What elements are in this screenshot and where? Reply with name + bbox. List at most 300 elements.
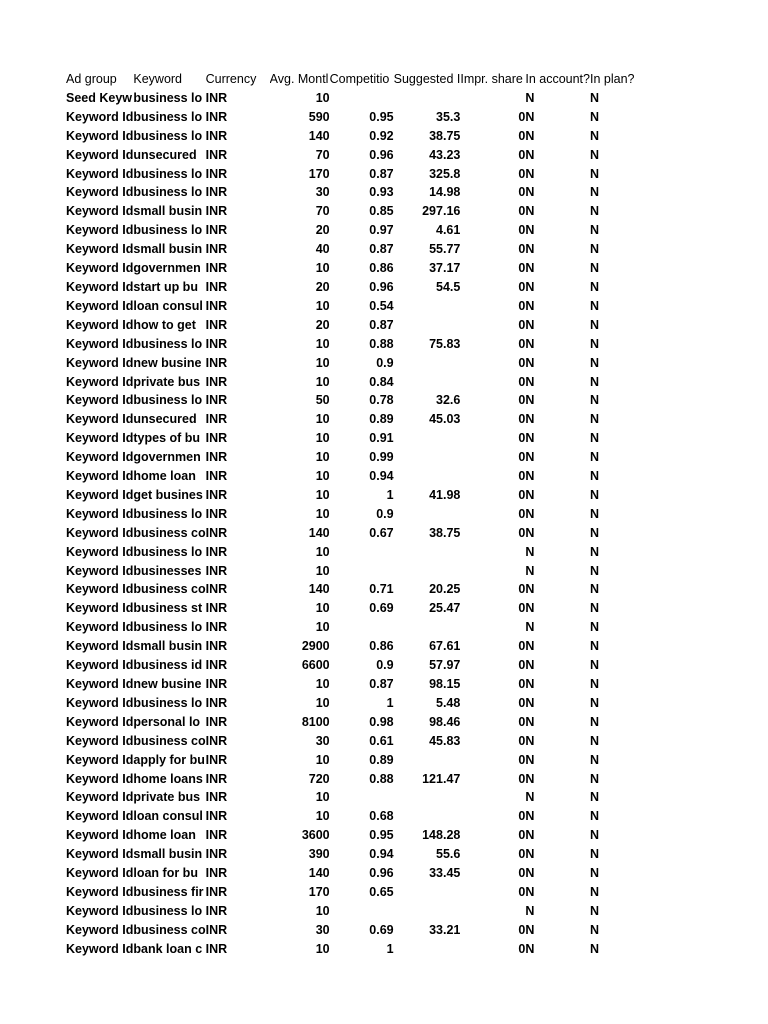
cell-ad-group[interactable]: Keyword Id xyxy=(66,261,134,276)
cell-competition[interactable] xyxy=(330,788,394,807)
cell-impr-share[interactable]: 0 xyxy=(518,695,526,710)
cell-in-account[interactable]: N xyxy=(525,185,535,200)
cell-in-account[interactable]: N xyxy=(525,790,535,805)
cell-currency[interactable]: INR xyxy=(205,790,228,805)
cell-currency[interactable]: INR xyxy=(205,658,228,673)
cell-suggested-bid[interactable]: 98.46 xyxy=(429,714,461,729)
cell-ad-group[interactable]: Keyword Id xyxy=(66,695,134,710)
cell-in-account[interactable]: N xyxy=(525,563,535,578)
cell-keyword[interactable]: governmen xyxy=(133,261,201,276)
cell-avg-monthly-searches[interactable]: 10 xyxy=(315,374,330,389)
cell-currency[interactable]: INR xyxy=(205,752,228,767)
cell-avg-monthly-searches[interactable]: 170 xyxy=(308,884,330,899)
cell-in-account[interactable]: N xyxy=(525,374,535,389)
cell-competition[interactable] xyxy=(330,902,394,921)
header-keyword[interactable]: Keyword xyxy=(133,72,183,86)
cell-competition[interactable]: 0.87 xyxy=(369,166,394,181)
cell-keyword[interactable]: types of bu xyxy=(133,431,201,446)
cell-avg-monthly-searches[interactable]: 10 xyxy=(315,695,330,710)
cell-in-plan[interactable]: N xyxy=(589,242,600,257)
cell-currency[interactable]: INR xyxy=(205,866,228,881)
cell-keyword[interactable]: business lo xyxy=(133,695,203,710)
cell-impr-share[interactable]: 0 xyxy=(518,204,526,219)
cell-in-plan[interactable]: N xyxy=(589,866,600,881)
cell-impr-share[interactable]: 0 xyxy=(518,506,526,521)
cell-keyword[interactable]: small busin xyxy=(133,242,203,257)
cell-ad-group[interactable]: Keyword Id xyxy=(66,185,134,200)
cell-competition[interactable]: 0.67 xyxy=(369,525,394,540)
cell-impr-share[interactable]: 0 xyxy=(518,261,526,276)
cell-currency[interactable]: INR xyxy=(205,298,228,313)
cell-competition[interactable]: 0.96 xyxy=(369,147,394,162)
cell-in-plan[interactable]: N xyxy=(589,128,600,143)
cell-suggested-bid[interactable]: 55.77 xyxy=(429,242,461,257)
cell-currency[interactable]: INR xyxy=(205,506,228,521)
cell-keyword[interactable]: small busin xyxy=(133,204,203,219)
cell-ad-group[interactable]: Keyword Id xyxy=(66,677,134,691)
cell-in-plan[interactable]: N xyxy=(589,487,600,502)
cell-ad-group[interactable]: Keyword Id xyxy=(66,147,134,162)
cell-avg-monthly-searches[interactable]: 10 xyxy=(315,620,330,635)
cell-in-plan[interactable]: N xyxy=(589,166,600,181)
cell-impr-share[interactable] xyxy=(460,902,525,921)
cell-ad-group[interactable]: Keyword Id xyxy=(66,469,134,484)
cell-avg-monthly-searches[interactable]: 170 xyxy=(308,166,330,181)
cell-suggested-bid[interactable]: 55.6 xyxy=(436,847,461,862)
cell-keyword[interactable]: apply for bu xyxy=(133,752,205,767)
cell-in-account[interactable]: N xyxy=(525,733,535,748)
cell-currency[interactable]: INR xyxy=(205,733,228,748)
cell-competition[interactable]: 0.95 xyxy=(369,828,394,843)
cell-ad-group[interactable]: Keyword Id xyxy=(66,242,134,257)
cell-currency[interactable]: INR xyxy=(205,677,228,691)
cell-impr-share[interactable]: 0 xyxy=(518,355,526,370)
cell-suggested-bid[interactable] xyxy=(394,807,461,826)
cell-ad-group[interactable]: Keyword Id xyxy=(66,223,134,238)
cell-avg-monthly-searches[interactable]: 10 xyxy=(315,677,330,691)
cell-ad-group[interactable]: Keyword Id xyxy=(66,298,134,313)
cell-suggested-bid[interactable]: 14.98 xyxy=(429,185,461,200)
cell-ad-group[interactable]: Keyword Id xyxy=(66,903,134,918)
cell-in-account[interactable]: N xyxy=(525,261,535,276)
cell-suggested-bid[interactable] xyxy=(394,467,461,486)
cell-keyword[interactable]: business co xyxy=(133,582,206,597)
cell-keyword[interactable]: private bus xyxy=(133,374,201,389)
cell-in-account[interactable]: N xyxy=(525,128,535,143)
cell-suggested-bid[interactable]: 45.83 xyxy=(429,733,461,748)
cell-ad-group[interactable]: Keyword Id xyxy=(66,374,134,389)
cell-in-account[interactable]: N xyxy=(525,922,535,937)
cell-ad-group[interactable]: Keyword Id xyxy=(66,544,134,559)
cell-suggested-bid[interactable]: 45.03 xyxy=(429,412,461,427)
cell-keyword[interactable]: loan for bu xyxy=(133,866,198,881)
cell-in-plan[interactable]: N xyxy=(589,279,600,294)
cell-competition[interactable]: 0.88 xyxy=(369,336,394,351)
cell-in-plan[interactable]: N xyxy=(589,450,600,465)
cell-ad-group[interactable]: Keyword Id xyxy=(66,733,134,748)
cell-competition[interactable]: 0.69 xyxy=(369,601,394,616)
cell-in-plan[interactable]: N xyxy=(589,431,600,446)
cell-in-account[interactable]: N xyxy=(525,903,535,918)
cell-avg-monthly-searches[interactable]: 20 xyxy=(315,279,330,294)
cell-in-plan[interactable]: N xyxy=(589,469,600,484)
cell-suggested-bid[interactable]: 121.47 xyxy=(422,771,461,786)
cell-suggested-bid[interactable]: 33.21 xyxy=(429,922,461,937)
cell-impr-share[interactable]: 0 xyxy=(518,714,526,729)
cell-competition[interactable]: 0.93 xyxy=(369,185,394,200)
cell-keyword[interactable]: business co xyxy=(133,525,206,540)
cell-impr-share[interactable]: 0 xyxy=(518,450,526,465)
cell-in-account[interactable]: N xyxy=(525,166,535,181)
cell-in-plan[interactable]: N xyxy=(589,563,600,578)
cell-competition[interactable]: 0.9 xyxy=(376,658,394,673)
cell-in-account[interactable]: N xyxy=(525,204,535,219)
cell-ad-group[interactable]: Seed Keyw xyxy=(66,90,133,105)
cell-keyword[interactable]: business co xyxy=(133,922,206,937)
cell-competition[interactable]: 0.71 xyxy=(369,582,394,597)
cell-in-account[interactable]: N xyxy=(525,828,535,843)
cell-suggested-bid[interactable]: 38.75 xyxy=(429,128,461,143)
cell-competition[interactable]: 0.86 xyxy=(369,261,394,276)
cell-avg-monthly-searches[interactable]: 10 xyxy=(315,809,330,824)
cell-impr-share[interactable]: 0 xyxy=(518,431,526,446)
cell-in-account[interactable]: N xyxy=(525,223,535,238)
header-avg-monthly-searches[interactable]: Avg. Montl xyxy=(269,72,329,86)
cell-currency[interactable]: INR xyxy=(205,393,228,408)
cell-avg-monthly-searches[interactable]: 140 xyxy=(308,866,330,881)
cell-keyword[interactable]: business lo xyxy=(133,109,203,124)
cell-currency[interactable]: INR xyxy=(205,147,228,162)
cell-in-plan[interactable]: N xyxy=(589,771,600,786)
cell-in-account[interactable]: N xyxy=(525,317,535,332)
cell-keyword[interactable]: business st xyxy=(133,601,203,616)
cell-currency[interactable]: INR xyxy=(205,828,228,843)
cell-suggested-bid[interactable] xyxy=(394,354,461,373)
cell-suggested-bid[interactable]: 38.75 xyxy=(429,525,461,540)
cell-in-plan[interactable]: N xyxy=(589,828,600,843)
cell-ad-group[interactable]: Keyword Id xyxy=(66,525,134,540)
cell-in-plan[interactable]: N xyxy=(589,903,600,918)
cell-in-plan[interactable]: N xyxy=(589,620,600,635)
cell-in-account[interactable]: N xyxy=(525,298,535,313)
cell-ad-group[interactable]: Keyword Id xyxy=(66,752,134,767)
cell-impr-share[interactable]: 0 xyxy=(518,166,526,181)
cell-avg-monthly-searches[interactable]: 140 xyxy=(308,582,330,597)
cell-in-plan[interactable]: N xyxy=(589,223,600,238)
cell-in-account[interactable]: N xyxy=(525,714,535,729)
cell-keyword[interactable]: business lo xyxy=(133,336,203,351)
cell-keyword[interactable]: private bus xyxy=(133,790,201,805)
cell-suggested-bid[interactable]: 5.48 xyxy=(436,695,461,710)
cell-competition[interactable]: 0.91 xyxy=(369,431,394,446)
cell-keyword[interactable]: home loans xyxy=(133,771,203,786)
cell-keyword[interactable]: business lo xyxy=(133,903,203,918)
cell-competition[interactable]: 0.69 xyxy=(369,922,394,937)
cell-in-plan[interactable]: N xyxy=(589,298,600,313)
cell-in-plan[interactable]: N xyxy=(589,374,600,389)
cell-ad-group[interactable]: Keyword Id xyxy=(66,487,134,502)
cell-avg-monthly-searches[interactable]: 10 xyxy=(315,298,330,313)
cell-currency[interactable]: INR xyxy=(205,469,228,484)
cell-ad-group[interactable]: Keyword Id xyxy=(66,109,134,124)
cell-suggested-bid[interactable]: 148.28 xyxy=(422,828,461,843)
cell-impr-share[interactable]: 0 xyxy=(518,336,526,351)
cell-in-account[interactable]: N xyxy=(525,658,535,673)
header-ad-group[interactable]: Ad group xyxy=(66,72,117,86)
cell-impr-share[interactable]: 0 xyxy=(518,639,526,654)
cell-currency[interactable]: INR xyxy=(205,941,228,956)
cell-impr-share[interactable]: 0 xyxy=(518,147,526,162)
header-in-account[interactable]: In account? xyxy=(525,72,590,86)
cell-in-plan[interactable]: N xyxy=(589,601,600,616)
cell-avg-monthly-searches[interactable]: 10 xyxy=(315,336,330,351)
cell-avg-monthly-searches[interactable]: 10 xyxy=(315,544,330,559)
cell-impr-share[interactable] xyxy=(460,543,525,562)
cell-avg-monthly-searches[interactable]: 10 xyxy=(315,90,330,105)
cell-keyword[interactable]: governmen xyxy=(133,450,201,465)
cell-avg-monthly-searches[interactable]: 10 xyxy=(315,487,330,502)
cell-ad-group[interactable]: Keyword Id xyxy=(66,620,134,635)
cell-in-account[interactable]: N xyxy=(525,582,535,597)
cell-in-plan[interactable]: N xyxy=(589,714,600,729)
cell-avg-monthly-searches[interactable]: 590 xyxy=(308,109,330,124)
cell-in-account[interactable]: N xyxy=(525,412,535,427)
cell-in-account[interactable]: N xyxy=(525,355,535,370)
cell-keyword[interactable]: business lo xyxy=(133,506,203,521)
cell-suggested-bid[interactable]: 32.6 xyxy=(436,393,461,408)
cell-suggested-bid[interactable]: 98.15 xyxy=(429,677,461,691)
cell-keyword[interactable]: business fir xyxy=(133,884,204,899)
cell-currency[interactable]: INR xyxy=(205,714,228,729)
cell-suggested-bid[interactable]: 25.47 xyxy=(429,601,461,616)
cell-currency[interactable]: INR xyxy=(205,487,228,502)
cell-suggested-bid[interactable] xyxy=(394,562,461,581)
cell-competition[interactable]: 0.61 xyxy=(369,733,394,748)
cell-keyword[interactable]: business co xyxy=(133,733,206,748)
cell-suggested-bid[interactable]: 57.97 xyxy=(429,658,461,673)
cell-in-plan[interactable]: N xyxy=(589,884,600,899)
cell-currency[interactable]: INR xyxy=(205,90,228,105)
cell-ad-group[interactable]: Keyword Id xyxy=(66,166,134,181)
cell-in-account[interactable]: N xyxy=(525,90,535,105)
cell-impr-share[interactable]: 0 xyxy=(518,525,526,540)
cell-suggested-bid[interactable] xyxy=(394,373,461,392)
cell-suggested-bid[interactable] xyxy=(394,883,461,902)
cell-ad-group[interactable]: Keyword Id xyxy=(66,355,134,370)
cell-avg-monthly-searches[interactable]: 20 xyxy=(315,317,330,332)
cell-keyword[interactable]: loan consul xyxy=(133,809,203,824)
cell-impr-share[interactable]: 0 xyxy=(518,752,526,767)
cell-competition[interactable]: 0.89 xyxy=(369,752,394,767)
cell-in-account[interactable]: N xyxy=(525,771,535,786)
cell-impr-share[interactable] xyxy=(460,562,525,581)
cell-in-account[interactable]: N xyxy=(525,639,535,654)
cell-in-plan[interactable]: N xyxy=(589,733,600,748)
cell-avg-monthly-searches[interactable]: 390 xyxy=(308,847,330,862)
cell-keyword[interactable]: new busine xyxy=(133,355,202,370)
cell-competition[interactable]: 0.92 xyxy=(369,128,394,143)
cell-currency[interactable]: INR xyxy=(205,128,228,143)
cell-in-plan[interactable]: N xyxy=(589,809,600,824)
cell-keyword[interactable]: small busin xyxy=(133,639,203,654)
cell-impr-share[interactable]: 0 xyxy=(518,469,526,484)
cell-in-plan[interactable]: N xyxy=(589,412,600,427)
cell-avg-monthly-searches[interactable]: 30 xyxy=(315,733,330,748)
cell-currency[interactable]: INR xyxy=(205,261,228,276)
cell-in-plan[interactable]: N xyxy=(589,506,600,521)
cell-suggested-bid[interactable] xyxy=(394,902,461,921)
cell-in-account[interactable]: N xyxy=(525,242,535,257)
cell-in-plan[interactable]: N xyxy=(589,204,600,219)
cell-currency[interactable]: INR xyxy=(205,242,228,257)
cell-in-account[interactable]: N xyxy=(525,866,535,881)
cell-avg-monthly-searches[interactable]: 30 xyxy=(315,185,330,200)
cell-in-account[interactable]: N xyxy=(525,809,535,824)
cell-impr-share[interactable]: 0 xyxy=(518,601,526,616)
cell-ad-group[interactable]: Keyword Id xyxy=(66,563,134,578)
cell-ad-group[interactable]: Keyword Id xyxy=(66,393,134,408)
cell-currency[interactable]: INR xyxy=(205,204,228,219)
cell-currency[interactable]: INR xyxy=(205,166,228,181)
cell-competition[interactable] xyxy=(330,562,394,581)
cell-ad-group[interactable]: Keyword Id xyxy=(66,658,134,673)
cell-in-account[interactable]: N xyxy=(525,487,535,502)
cell-impr-share[interactable]: 0 xyxy=(518,922,526,937)
cell-avg-monthly-searches[interactable]: 720 xyxy=(308,771,330,786)
cell-in-plan[interactable]: N xyxy=(589,317,600,332)
cell-keyword[interactable]: new busine xyxy=(133,677,202,691)
cell-suggested-bid[interactable] xyxy=(394,505,461,524)
cell-ad-group[interactable]: Keyword Id xyxy=(66,601,134,616)
cell-impr-share[interactable]: 0 xyxy=(518,866,526,881)
cell-in-plan[interactable]: N xyxy=(589,336,600,351)
cell-impr-share[interactable]: 0 xyxy=(518,393,526,408)
cell-impr-share[interactable]: 0 xyxy=(518,582,526,597)
cell-ad-group[interactable]: Keyword Id xyxy=(66,582,134,597)
cell-competition[interactable]: 0.97 xyxy=(369,223,394,238)
cell-ad-group[interactable]: Keyword Id xyxy=(66,204,134,219)
cell-impr-share[interactable]: 0 xyxy=(518,279,526,294)
cell-in-account[interactable]: N xyxy=(525,431,535,446)
cell-currency[interactable]: INR xyxy=(205,884,228,899)
cell-competition[interactable]: 0.87 xyxy=(369,317,394,332)
cell-avg-monthly-searches[interactable]: 2900 xyxy=(301,639,330,654)
cell-avg-monthly-searches[interactable]: 70 xyxy=(315,147,330,162)
cell-suggested-bid[interactable]: 75.83 xyxy=(429,336,461,351)
cell-competition[interactable]: 0.96 xyxy=(369,279,394,294)
cell-competition[interactable]: 0.65 xyxy=(369,884,394,899)
cell-suggested-bid[interactable]: 54.5 xyxy=(436,279,461,294)
cell-impr-share[interactable] xyxy=(460,89,525,108)
cell-suggested-bid[interactable]: 35.3 xyxy=(436,109,461,124)
cell-avg-monthly-searches[interactable]: 10 xyxy=(315,431,330,446)
cell-in-plan[interactable]: N xyxy=(589,790,600,805)
cell-in-plan[interactable]: N xyxy=(589,90,600,105)
cell-in-plan[interactable]: N xyxy=(589,639,600,654)
cell-impr-share[interactable]: 0 xyxy=(518,771,526,786)
cell-keyword[interactable]: unsecured xyxy=(133,147,197,162)
cell-competition[interactable]: 0.68 xyxy=(369,809,394,824)
cell-suggested-bid[interactable]: 20.25 xyxy=(429,582,461,597)
cell-ad-group[interactable]: Keyword Id xyxy=(66,847,134,862)
cell-in-account[interactable]: N xyxy=(525,601,535,616)
cell-currency[interactable]: INR xyxy=(205,922,228,937)
cell-currency[interactable]: INR xyxy=(205,620,228,635)
cell-impr-share[interactable]: 0 xyxy=(518,677,526,691)
cell-currency[interactable]: INR xyxy=(205,355,228,370)
cell-ad-group[interactable]: Keyword Id xyxy=(66,412,134,427)
cell-avg-monthly-searches[interactable]: 6600 xyxy=(301,658,330,673)
cell-suggested-bid[interactable] xyxy=(394,940,461,959)
cell-currency[interactable]: INR xyxy=(205,695,228,710)
cell-impr-share[interactable]: 0 xyxy=(518,374,526,389)
cell-impr-share[interactable]: 0 xyxy=(518,733,526,748)
cell-keyword[interactable]: home loan xyxy=(133,828,196,843)
cell-avg-monthly-searches[interactable]: 30 xyxy=(315,922,330,937)
cell-in-plan[interactable]: N xyxy=(589,393,600,408)
cell-ad-group[interactable]: Keyword Id xyxy=(66,506,134,521)
cell-in-plan[interactable]: N xyxy=(589,261,600,276)
cell-competition[interactable]: 0.95 xyxy=(369,109,394,124)
cell-in-account[interactable]: N xyxy=(525,941,535,956)
cell-avg-monthly-searches[interactable]: 10 xyxy=(315,469,330,484)
cell-avg-monthly-searches[interactable]: 10 xyxy=(315,563,330,578)
cell-impr-share[interactable]: 0 xyxy=(518,128,526,143)
cell-suggested-bid[interactable] xyxy=(394,751,461,770)
cell-in-plan[interactable]: N xyxy=(589,695,600,710)
cell-in-plan[interactable]: N xyxy=(589,847,600,862)
cell-impr-share[interactable]: 0 xyxy=(518,941,526,956)
cell-suggested-bid[interactable] xyxy=(394,89,461,108)
cell-keyword[interactable]: unsecured xyxy=(133,412,197,427)
cell-in-account[interactable]: N xyxy=(525,279,535,294)
cell-currency[interactable]: INR xyxy=(205,223,228,238)
cell-in-account[interactable]: N xyxy=(525,752,535,767)
cell-suggested-bid[interactable] xyxy=(394,788,461,807)
cell-competition[interactable] xyxy=(330,543,394,562)
cell-ad-group[interactable]: Keyword Id xyxy=(66,128,134,143)
cell-suggested-bid[interactable] xyxy=(394,543,461,562)
cell-in-account[interactable]: N xyxy=(525,695,535,710)
cell-keyword[interactable]: business lo xyxy=(133,223,203,238)
cell-in-account[interactable]: N xyxy=(525,525,535,540)
cell-suggested-bid[interactable] xyxy=(394,618,461,637)
header-currency[interactable]: Currency xyxy=(205,72,257,86)
cell-in-account[interactable]: N xyxy=(525,393,535,408)
cell-avg-monthly-searches[interactable]: 10 xyxy=(315,506,330,521)
cell-keyword[interactable]: business lo xyxy=(133,128,203,143)
cell-impr-share[interactable]: 0 xyxy=(518,223,526,238)
cell-competition[interactable]: 0.84 xyxy=(369,374,394,389)
cell-ad-group[interactable]: Keyword Id xyxy=(66,431,134,446)
cell-competition[interactable]: 0.9 xyxy=(376,506,394,521)
cell-impr-share[interactable]: 0 xyxy=(518,828,526,843)
cell-in-plan[interactable]: N xyxy=(589,582,600,597)
cell-in-plan[interactable]: N xyxy=(589,922,600,937)
cell-avg-monthly-searches[interactable]: 10 xyxy=(315,355,330,370)
cell-avg-monthly-searches[interactable]: 10 xyxy=(315,790,330,805)
header-impr-share[interactable]: Impr. share xyxy=(460,72,523,86)
cell-in-plan[interactable]: N xyxy=(589,677,600,691)
cell-in-plan[interactable]: N xyxy=(589,109,600,124)
cell-in-plan[interactable]: N xyxy=(589,355,600,370)
cell-ad-group[interactable]: Keyword Id xyxy=(66,790,134,805)
cell-impr-share[interactable]: 0 xyxy=(518,847,526,862)
cell-impr-share[interactable]: 0 xyxy=(518,317,526,332)
cell-currency[interactable]: INR xyxy=(205,525,228,540)
cell-avg-monthly-searches[interactable]: 140 xyxy=(308,525,330,540)
cell-impr-share[interactable]: 0 xyxy=(518,109,526,124)
